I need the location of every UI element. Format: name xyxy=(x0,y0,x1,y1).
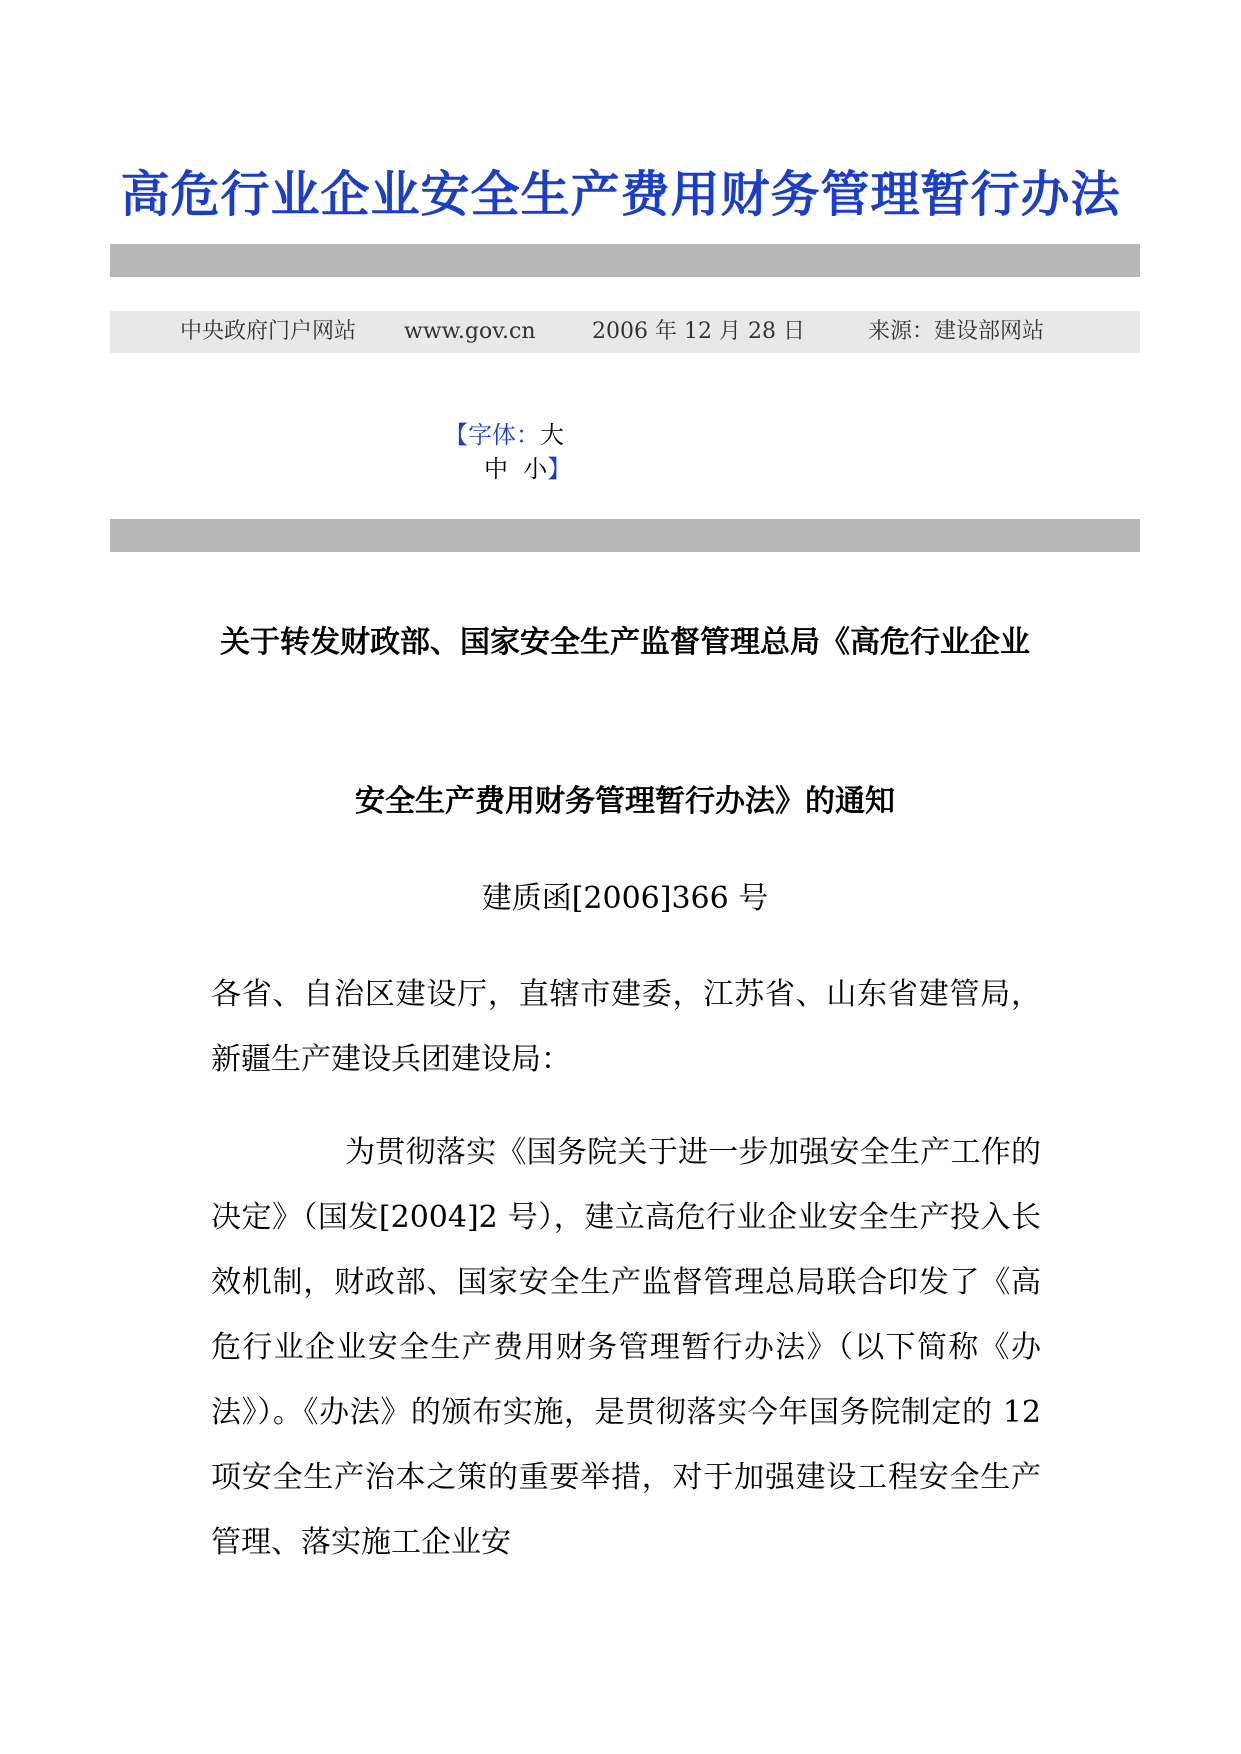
header-divider-bottom xyxy=(110,519,1140,552)
notice-title-continued xyxy=(210,769,1040,835)
font-size-large-link[interactable]: 大 xyxy=(540,421,564,449)
notice-title-line1: 关于转发财政部、国家安全生产监督管理总局《高危行业企业 xyxy=(220,625,1030,660)
notice-title-line2: 安全生产费用财务管理暂行办法》的通知 xyxy=(355,784,895,819)
page-title: 高危行业企业安全生产费用财务管理暂行办法 xyxy=(120,166,1121,223)
header-divider-top xyxy=(110,244,1140,277)
font-size-label: 字体： xyxy=(468,421,540,449)
meta-date: 2006 年 12 月 28 日 xyxy=(592,319,805,344)
body-paragraph: 为贯彻落实《国务院关于进一步加强安全生产工作的决定》（国发[2004]2 号），建立高危行业企业安全生产投入长效机制，财政部、国家安全生产监督管理总局联合印发了《高危行业企业安全生产费用财务管理暂行办法》（以下简称《办法》）。《办法》的颁布实施，是贯彻落实今年国务院制定的 12 项安全生产治本之策的重要举措，对于加强建设工程安全生产管理、落实施工企业安 xyxy=(211,1135,1041,1560)
document-number: 建质函[2006]366 号 xyxy=(481,881,769,916)
meta-source: 来源：建设部网站 xyxy=(868,319,1045,344)
font-size-bracket-close: 】 xyxy=(547,455,572,483)
salutation: 各省、自治区建设厅，直辖市建委，江苏省、山东省建管局，新疆生产建设兵团建设局： xyxy=(211,977,1041,1077)
font-size-medium-link[interactable]: 中 xyxy=(484,455,508,483)
font-size-small-link[interactable]: 小 xyxy=(523,455,548,483)
meta-url[interactable]: www.gov.cn xyxy=(404,319,536,344)
article-meta xyxy=(110,311,1140,353)
notice-title xyxy=(210,610,1040,676)
font-size-bracket-open: 【 xyxy=(444,421,468,449)
font-size-selector xyxy=(444,418,604,486)
meta-site: 中央政府门户网站 xyxy=(180,319,357,344)
